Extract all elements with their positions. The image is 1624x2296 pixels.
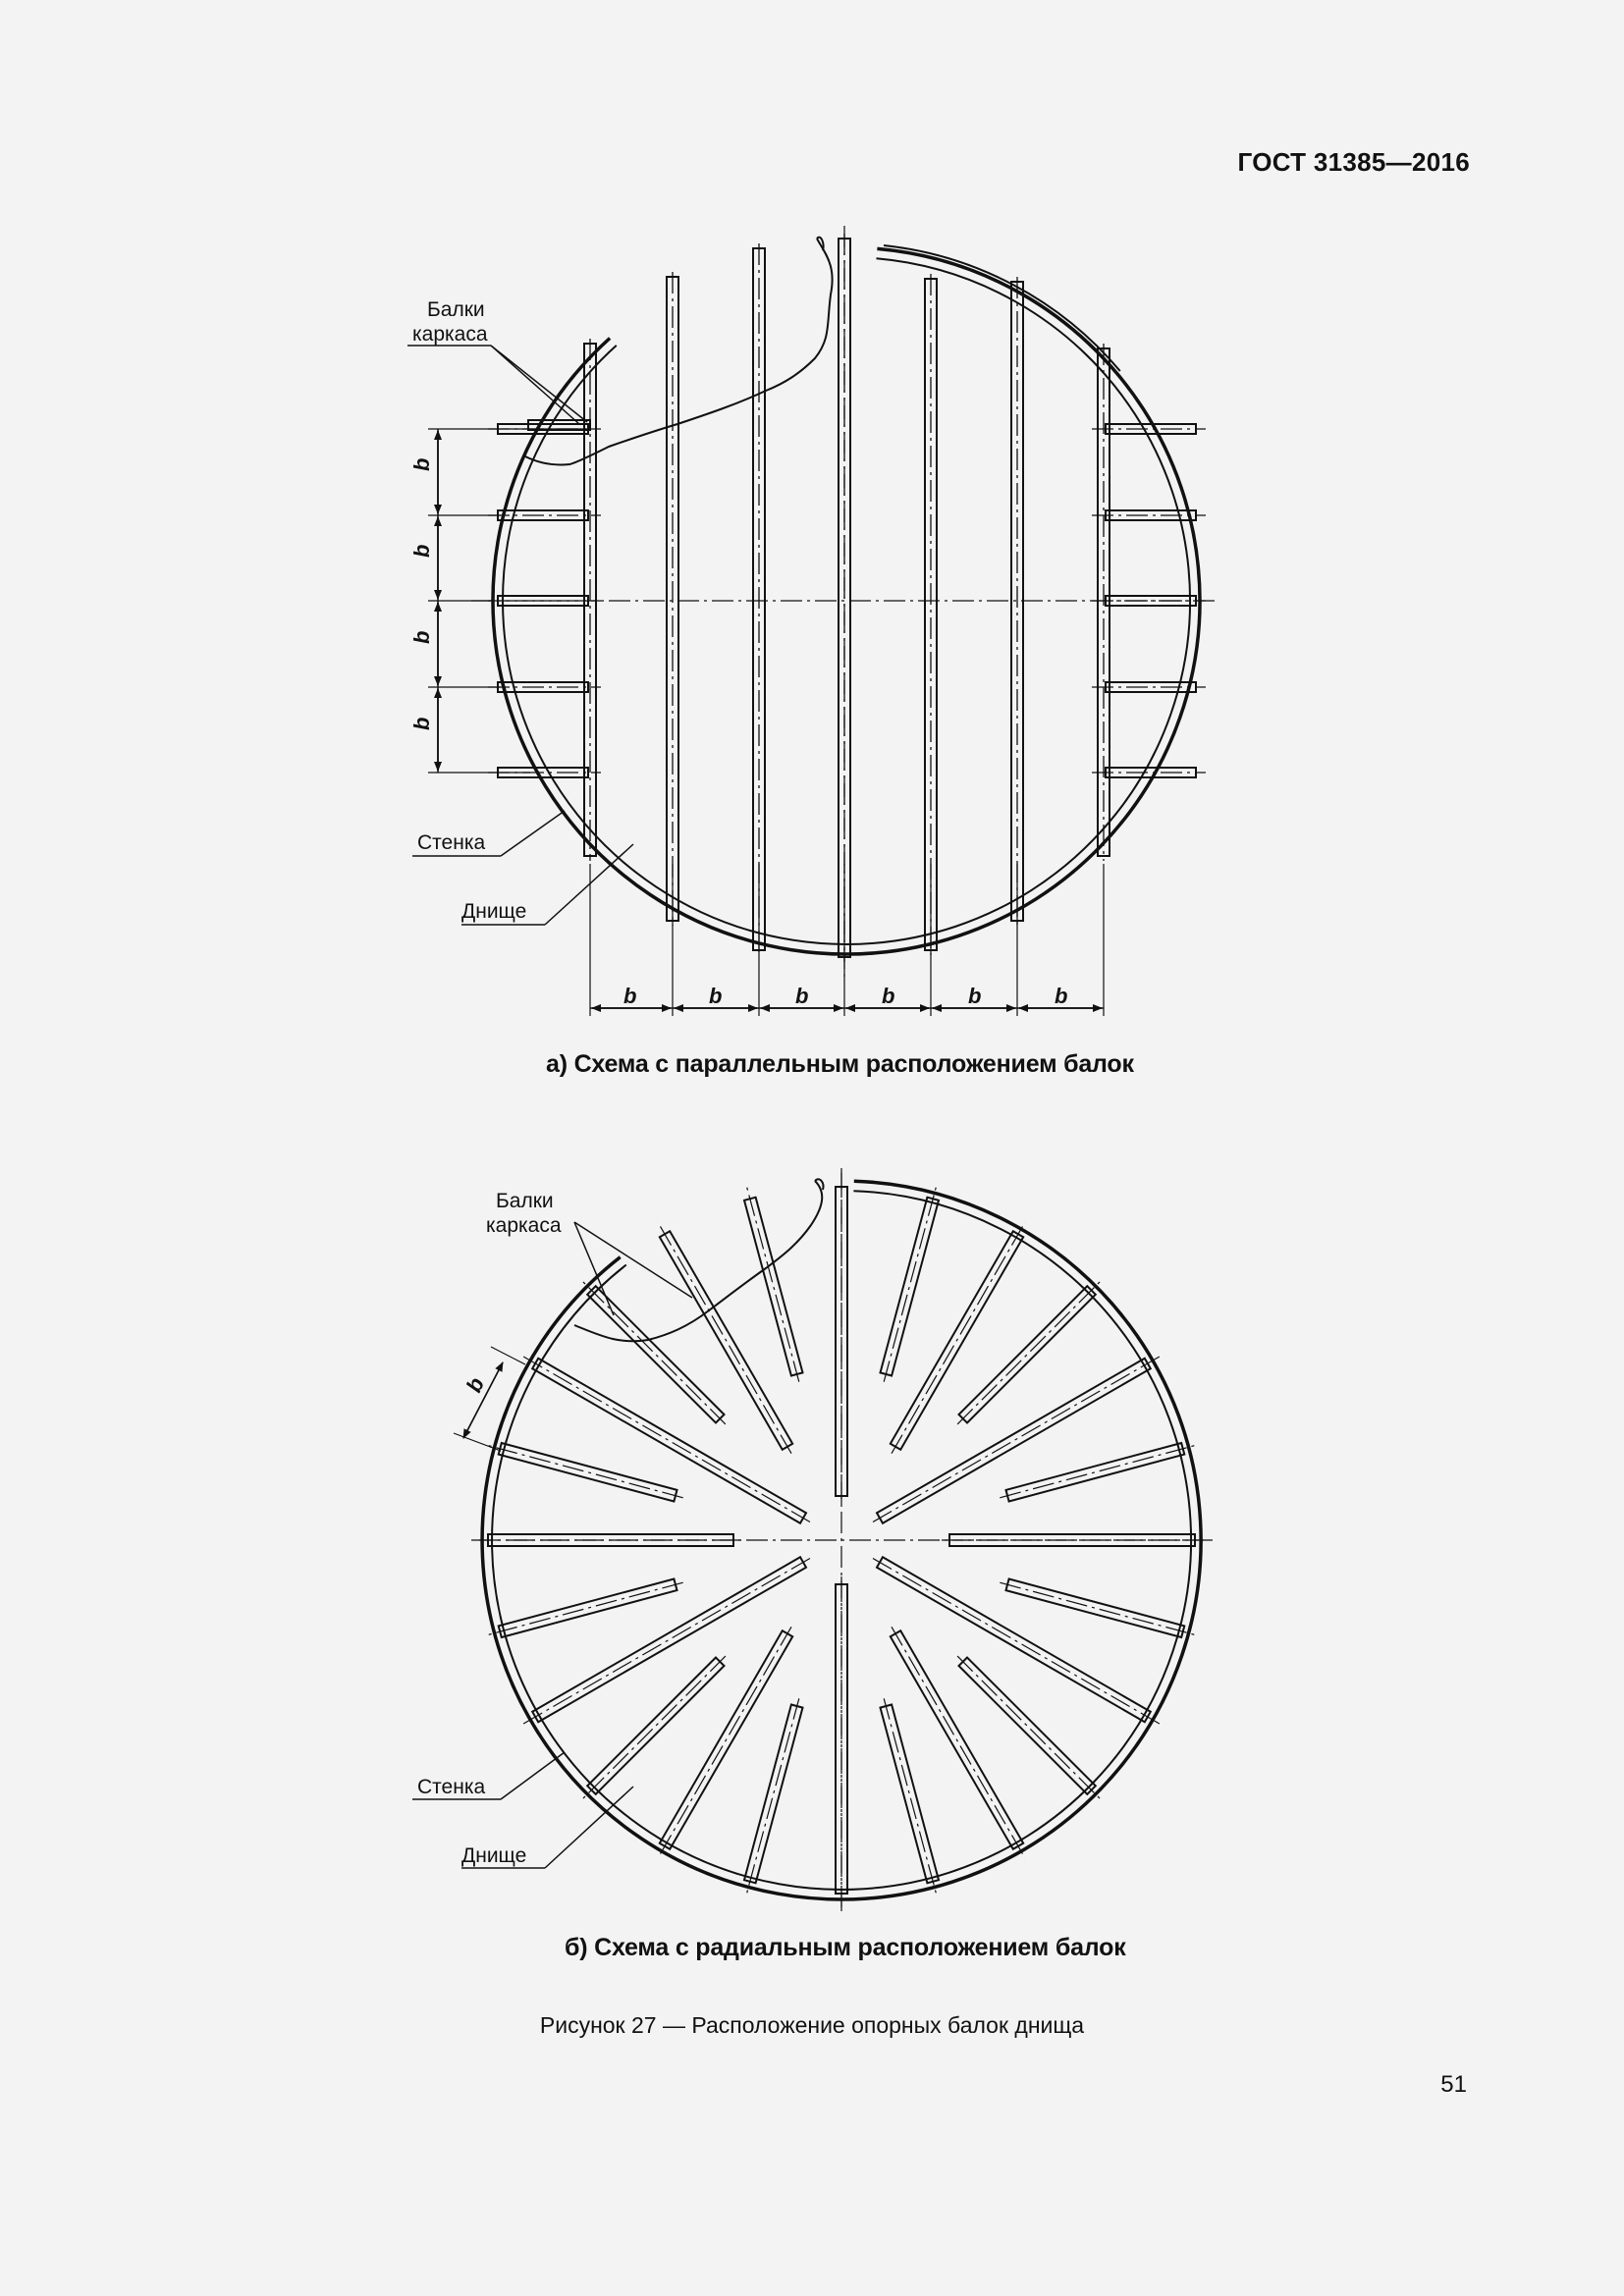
leader-line [491,346,587,422]
beam-centerline [873,1357,1160,1522]
figure-b-caption: б) Схема с радиальным расположением балок [565,1934,1126,1961]
radial-beam [877,1359,1151,1523]
figure-a-dim-b-h5: b [968,984,982,1008]
radial-beam [1006,1579,1185,1638]
figure-a-label-wall: Стенка [417,831,486,854]
radial-beam [877,1557,1151,1722]
figure-b-label-bottom: Днище [461,1844,527,1867]
figure-a-dim-b-v3: b [409,630,434,644]
radial-beam [881,1198,940,1376]
figure-a-dim-b-v1: b [409,457,434,471]
radial-beam [499,1443,677,1502]
figure-b-label-beams-1: Балки [496,1190,554,1212]
figure-b-label-wall: Стенка [417,1776,486,1798]
beam-centerline [746,1186,799,1382]
figure-a-dim-b-h1: b [623,984,637,1008]
beam-centerline [523,1559,810,1725]
beam-centerline [873,1559,1160,1725]
figure-a-caption: а) Схема с параллельным расположением балок [546,1050,1134,1078]
radial-beam [1006,1443,1185,1502]
figure-a-label-beams-2: каркаса [412,323,488,346]
figure-b-label-beams-2: каркаса [486,1214,562,1237]
leader-line [501,811,565,856]
figure-a-dim-b-h3: b [795,984,809,1008]
radial-beam [532,1557,806,1722]
page-number: 51 [1440,2071,1467,2098]
figure-a-dim-b-v4: b [409,717,434,730]
beam-centerline [487,1445,683,1498]
beam-centerline [746,1698,799,1895]
beam-centerline [1000,1445,1196,1498]
beam-centerline [1000,1582,1196,1635]
figure-a-label-bottom: Днище [461,900,527,923]
beam-centerline [523,1357,810,1522]
dimension-arrow [460,1362,503,1438]
radial-beam [881,1705,940,1884]
figure-a-parallel-scheme [407,226,1219,1016]
tank-wall-inner [503,258,1190,944]
radial-beam [532,1359,806,1523]
figure-caption: Рисунок 27 — Расположение опорных балок днища [539,2012,1085,2038]
radial-beam [499,1579,677,1638]
extension-line [491,1347,525,1364]
beam-centerline [487,1582,683,1635]
figure-b-dim-b: b [460,1373,490,1397]
leader-line [574,1222,692,1298]
radial-beam [744,1198,803,1376]
leader-line [545,1787,633,1868]
figure-a-dim-b-h2: b [709,984,723,1008]
beam-centerline [884,1186,937,1382]
figure-a-dim-b-h6: b [1055,984,1068,1008]
leader-line [501,1752,565,1799]
break-line [574,1181,822,1341]
figure-a-beams [488,234,1206,962]
radial-beam [744,1705,803,1884]
tank-wall-outer [493,248,1200,954]
beam-centerline [884,1698,937,1895]
figure-a-dim-b-v2: b [409,544,434,558]
figure-b-annotations [412,1168,1213,1914]
extension-line [454,1433,501,1451]
figure-a-label-beams-1: Балки [427,298,485,321]
figure-a-dim-b-h4: b [882,984,895,1008]
figure-b-radial-scheme [412,1168,1213,1914]
figure-a-tank-wall [493,245,1200,954]
standard-designation: ГОСТ 31385—2016 [1237,147,1470,177]
